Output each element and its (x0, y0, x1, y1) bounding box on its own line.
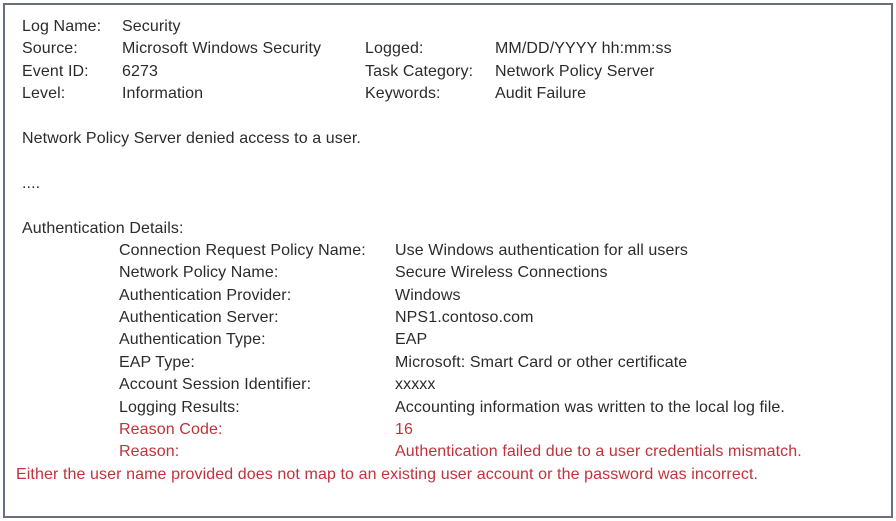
spacer (22, 195, 885, 217)
reason-explanation-text: Either the user name provided does not map to an existing user account or the password was incorrect. (16, 465, 759, 483)
logged-value: MM/DD/YYYY hh:mm:ss (495, 40, 672, 58)
account-session-identifier-label: Account Session Identifier: (119, 376, 312, 394)
reason-explanation (16, 464, 885, 486)
task-category-label: Task Category: (365, 62, 474, 80)
event-log-content (16, 16, 885, 486)
logging-results-label: Logging Results: (119, 398, 240, 416)
keywords-label: Keywords: (365, 85, 441, 103)
auth-details-title (22, 218, 885, 240)
eap-type-value: Microsoft: Smart Card or other certificate (395, 353, 688, 371)
level-label: Level: (22, 85, 66, 103)
header-row-source-logged (22, 38, 885, 60)
network-policy-name-value: Secure Wireless Connections (395, 264, 608, 282)
log-name-value: Security (122, 18, 181, 35)
reason-code-value: 16 (395, 421, 413, 439)
authentication-type-label: Authentication Type: (119, 331, 266, 349)
reason-label: Reason: (119, 443, 180, 461)
event-description (22, 128, 885, 150)
ellipsis-text: .... (22, 174, 41, 192)
eap-type-label: EAP Type: (119, 353, 195, 371)
header-row-event-id-task-category (22, 61, 885, 83)
ellipsis-line (22, 173, 885, 195)
reason-value: Authentication failed due to a user credentials mismatch. (395, 443, 802, 461)
logged-label: Logged: (365, 40, 424, 58)
auth-row-eap-type (22, 352, 885, 374)
spacer (22, 106, 885, 128)
event-description-text: Network Policy Server denied access to a user. (22, 129, 361, 147)
reason-code-label: Reason Code: (119, 421, 223, 439)
network-policy-name-label: Network Policy Name: (119, 264, 279, 282)
header-row-log-name (22, 16, 885, 38)
authentication-provider-value: Windows (395, 286, 461, 304)
source-label: Source: (22, 40, 78, 58)
log-name-label: Log Name: (22, 18, 102, 35)
auth-row-authentication-type (22, 329, 885, 351)
auth-details-title-text: Authentication Details: (22, 219, 184, 237)
event-id-value: 6273 (122, 62, 158, 80)
auth-row-reason (22, 441, 885, 463)
auth-row-authentication-provider (22, 285, 885, 307)
authentication-type-value: EAP (395, 331, 428, 349)
logging-results-value: Accounting information was written to the local log file. (395, 398, 785, 416)
connection-request-policy-value: Use Windows authentication for all users (395, 241, 689, 259)
level-value: Information (122, 85, 204, 103)
authentication-server-value: NPS1.contoso.com (395, 309, 534, 327)
event-id-label: Event ID: (22, 62, 89, 80)
auth-row-logging-results (22, 397, 885, 419)
task-category-value: Network Policy Server (495, 62, 655, 80)
spacer (22, 150, 885, 172)
event-log-box (3, 3, 893, 518)
account-session-identifier-value: xxxxx (395, 376, 436, 394)
auth-row-network-policy-name (22, 262, 885, 284)
auth-row-account-session-identifier (22, 374, 885, 396)
source-value: Microsoft Windows Security (122, 40, 322, 58)
authentication-server-label: Authentication Server: (119, 309, 279, 327)
connection-request-policy-label: Connection Request Policy Name: (119, 241, 366, 259)
auth-row-connection-request-policy (22, 240, 885, 262)
authentication-provider-label: Authentication Provider: (119, 286, 292, 304)
auth-row-reason-code (22, 419, 885, 441)
keywords-value: Audit Failure (495, 85, 587, 103)
header-row-level-keywords (22, 83, 885, 105)
auth-row-authentication-server (22, 307, 885, 329)
